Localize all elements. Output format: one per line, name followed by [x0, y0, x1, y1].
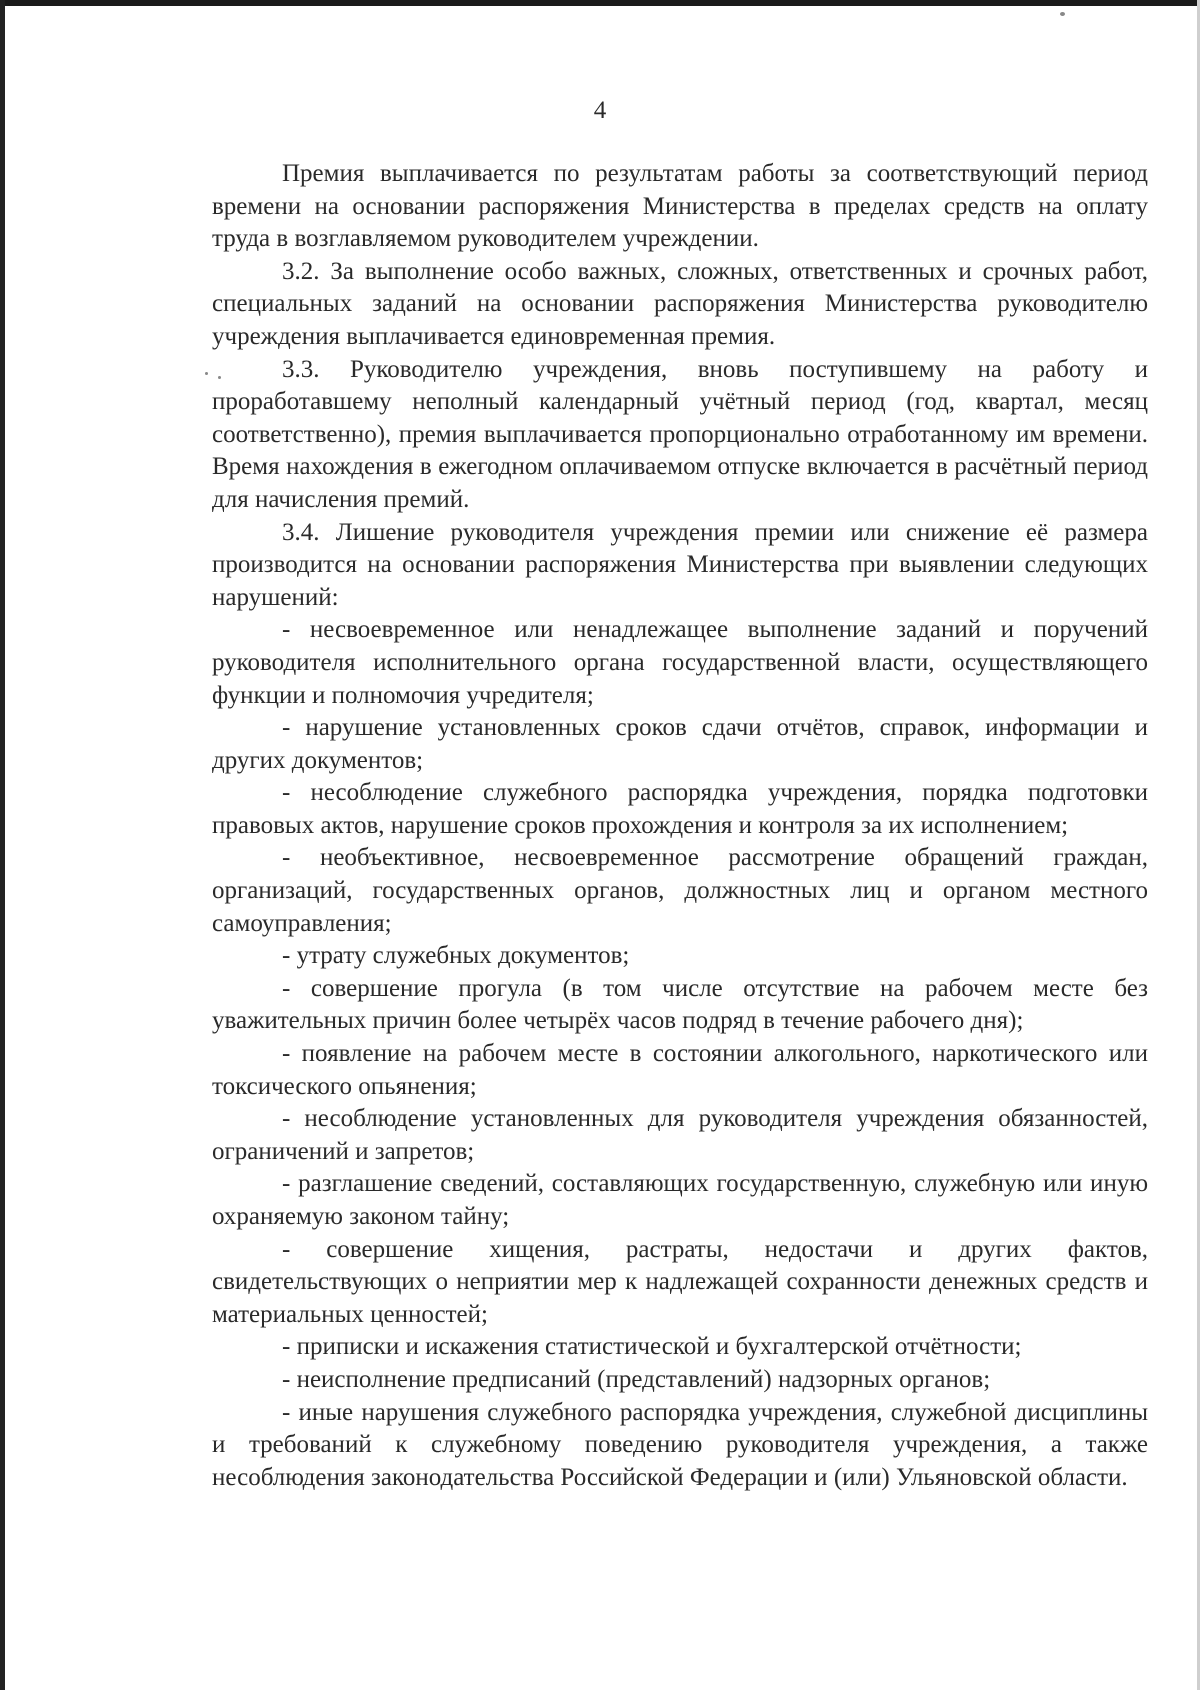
scan-speck — [1060, 12, 1065, 16]
list-item: - иные нарушения служебного распорядка учреждения, служебной дисциплины и требований к служебному поведению руководителя учреждения, а также несоблюдения законодательства Российской Федерации и (или) Ульяновской области. — [212, 1398, 1148, 1491]
paragraph: 3.2. За выполнение особо важных, сложных, ответственных и срочных работ, специальных заданий на основании распоряжения Министерства руководителю учреждения выплачивается единовременная премия. — [212, 257, 1148, 350]
list-item: - разглашение сведений, составляющих государственную, служебную или иную охраняемую законом тайну; — [212, 1170, 1148, 1230]
list-item: - несоблюдение установленных для руководителя учреждения обязанностей, ограничений и запретов; — [212, 1105, 1148, 1165]
paragraph: 3.3. Руководителю учреждения, вновь поступившему на работу и проработавшему неполный календарный учётный период (год, квартал, месяц соответственно), премия выплачивается пропорционально отработанному им времени. Время нахождения в ежегодном оплачиваемом отпуске включается в расчётный период для начисления премий. — [212, 355, 1148, 513]
list-item: - приписки и искажения статистической и бухгалтерской отчётности; — [282, 1333, 1022, 1361]
list-item: - появление на рабочем месте в состоянии алкогольного, наркотического или токсического опьянения; — [212, 1040, 1148, 1100]
list-item: - необъективное, несвоевременное рассмотрение обращений граждан, организаций, государственных органов, должностных лиц и органом местного самоуправления; — [212, 844, 1148, 937]
list-item: - несвоевременное или ненадлежащее выполнение заданий и поручений руководителя исполнительного органа государственной власти, осуществляющего функции и полномочия учредителя; — [212, 616, 1148, 709]
document-body — [212, 158, 1148, 1494]
list-item: - нарушение установленных сроков сдачи отчётов, справок, информации и других документов; — [212, 714, 1148, 774]
list-item: - совершение хищения, растраты, недостачи и других фактов, свидетельствующих о неприятии мер к надлежащей сохранности денежных средств и материальных ценностей; — [212, 1235, 1148, 1328]
page-number: 4 — [593, 97, 607, 124]
list-item: - утрату служебных документов; — [282, 942, 630, 970]
list-item: - неисполнение предписаний (представлений) надзорных органов; — [282, 1365, 991, 1393]
paragraph: Премия выплачивается по результатам работы за соответствующий период времени на основании распоряжения Министерства в пределах средств на оплату труда в возглавляемом руководителем учреждении. — [212, 160, 1148, 253]
scan-speck — [205, 372, 208, 375]
paragraph: 3.4. Лишение руководителя учреждения премии или снижение её размера производится на основании распоряжения Министерства при выявлении следующих нарушений: — [212, 518, 1148, 611]
scan-border-left — [0, 0, 5, 1690]
list-item: - совершение прогула (в том числе отсутствие на рабочем месте без уважительных причин более четырёх часов подряд в течение рабочего дня); — [212, 974, 1148, 1035]
list-item: - несоблюдение служебного распорядка учреждения, порядка подготовки правовых актов, нарушение сроков прохождения и контроля за их исполнением; — [212, 779, 1148, 839]
scan-border-top — [0, 0, 1200, 6]
